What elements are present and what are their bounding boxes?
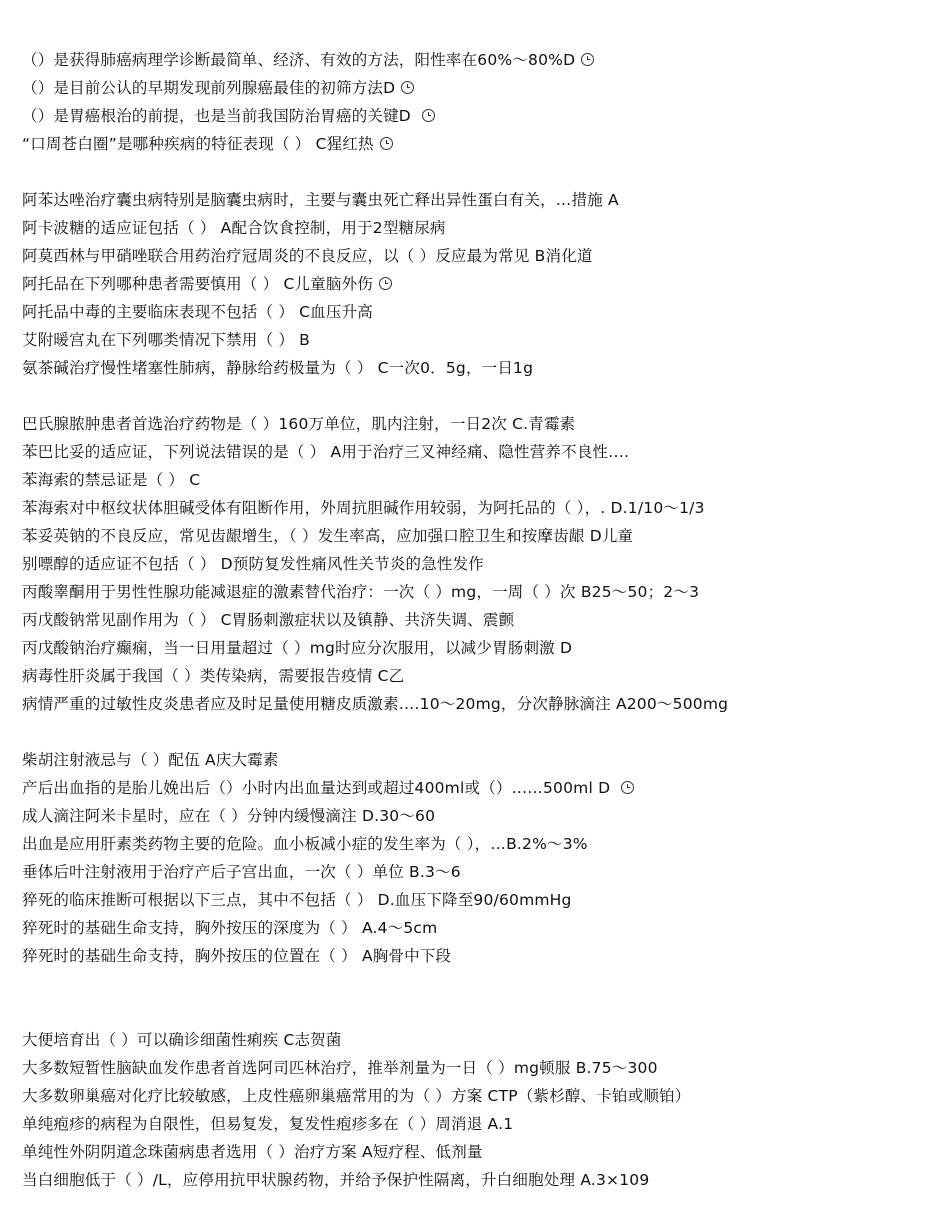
text-line <box>22 410 942 438</box>
clock-icon <box>379 277 392 290</box>
line-text: 产后出血指的是胎儿娩出后（）小时内出血量达到或超过400ml或（）……500ml D <box>22 779 616 797</box>
text-line <box>22 438 942 466</box>
text-line <box>22 774 942 802</box>
clock-icon <box>581 53 594 66</box>
text-line <box>22 746 942 774</box>
text-line <box>22 914 942 942</box>
text-line <box>22 298 942 326</box>
document-page <box>22 46 942 1194</box>
line-text: 病情严重的过敏性皮炎患者应及时足量使用糖皮质激素….10～20mg，分次静脉滴注 A200～500mg <box>22 695 729 713</box>
text-line <box>22 942 942 970</box>
text-line <box>22 1138 942 1166</box>
text-line <box>22 102 942 130</box>
line-text: 阿卡波糖的适应证包括（ ） A配合饮食控制，用于2型糖尿病 <box>22 219 446 237</box>
text-line <box>22 270 942 298</box>
line-text: （）是目前公认的早期发现前列腺癌最佳的初筛方法D <box>22 79 396 97</box>
line-text: “口周苍白圈”是哪种疾病的特征表现（ ） C猩红热 <box>22 135 374 153</box>
text-line <box>22 1054 942 1082</box>
text-line <box>22 466 942 494</box>
line-text: 阿苯达唑治疗囊虫病特别是脑囊虫病时，主要与囊虫死亡释出异性蛋白有关，…措施 A <box>22 191 619 209</box>
line-text: 艾附暖宫丸在下列哪类情况下禁用（ ） B <box>22 331 310 349</box>
text-line <box>22 662 942 690</box>
text-line <box>22 186 942 214</box>
line-text: 丙戊酸钠常见副作用为（ ） C胃肠刺激症状以及镇静、共济失调、震颤 <box>22 611 515 629</box>
line-text: 单纯疱疹的病程为自限性，但易复发，复发性疱疹多在（ ）周消退 A.1 <box>22 1115 514 1133</box>
text-line <box>22 214 942 242</box>
line-text: 苯巴比妥的适应证，下列说法错误的是（ ） A用于治疗三叉神经痛、隐性营养不良性…. <box>22 443 630 461</box>
line-text: 苯海索的禁忌证是（ ） C <box>22 471 201 489</box>
clock-icon <box>422 109 435 122</box>
line-text: 苯海索对中枢纹状体胆碱受体有阻断作用，外周抗胆碱作用较弱，为阿托品的（ ），. D.1/10～1/3 <box>22 499 705 517</box>
text-line <box>22 354 942 382</box>
clock-icon <box>380 137 393 150</box>
spacer <box>22 382 942 410</box>
line-text: 大多数短暂性脑缺血发作患者首选阿司匹林治疗，推举剂量为一日（ ）mg顿服 B.75～300 <box>22 1059 658 1077</box>
clock-icon <box>621 781 634 794</box>
section-group-4 <box>22 746 942 970</box>
line-text: （）是胃癌根治的前提，也是当前我国防治胃癌的关键D <box>22 107 417 125</box>
text-line <box>22 606 942 634</box>
text-line <box>22 1082 942 1110</box>
text-line <box>22 690 942 718</box>
text-line <box>22 522 942 550</box>
line-text: 单纯性外阴阴道念珠菌病患者选用（ ）治疗方案 A短疗程、低剂量 <box>22 1143 483 1161</box>
line-text: 猝死时的基础生命支持，胸外按压的位置在（ ） A胸骨中下段 <box>22 947 452 965</box>
text-line <box>22 634 942 662</box>
line-text: 阿托品中毒的主要临床表现不包括（ ） C血压升高 <box>22 303 373 321</box>
text-line <box>22 886 942 914</box>
spacer <box>22 158 942 186</box>
line-text: 大便培育出（ ）可以确诊细菌性痢疾 C志贺菌 <box>22 1031 342 1049</box>
line-text: 柴胡注射液忌与（ ）配伍 A庆大霉素 <box>22 751 279 769</box>
line-text: 丙酸睾酮用于男性性腺功能减退症的激素替代治疗：一次（ ）mg，一周（ ）次 B25～50；2～3 <box>22 583 700 601</box>
text-line <box>22 1110 942 1138</box>
line-text: 出血是应用肝素类药物主要的危险。血小板减小症的发生率为（ ），…B.2%～3% <box>22 835 588 853</box>
line-text: 当白细胞低于（ ）/L，应停用抗甲状腺药物，并给予保护性隔离，升白细胞处理 A.3×109 <box>22 1171 650 1189</box>
line-text: 别嘌醇的适应证不包括（ ） D预防复发性痛风性关节炎的急性发作 <box>22 555 484 573</box>
section-group-3 <box>22 410 942 718</box>
spacer <box>22 718 942 746</box>
text-line <box>22 326 942 354</box>
text-line <box>22 578 942 606</box>
line-text: 巴氏腺脓肿患者首选治疗药物是（ ）160万单位，肌内注射，一日2次 C.青霉素 <box>22 415 576 433</box>
line-text: 猝死的临床推断可根据以下三点，其中不包括（ ） D.血压下降至90/60mmHg <box>22 891 572 909</box>
line-text: 氨茶碱治疗慢性堵塞性肺病，静脉给药极量为（ ） C一次0．5g，一日1g <box>22 359 534 377</box>
text-line <box>22 858 942 886</box>
line-text: 猝死时的基础生命支持，胸外按压的深度为（ ） A.4～5cm <box>22 919 438 937</box>
text-line <box>22 550 942 578</box>
section-group-2 <box>22 186 942 382</box>
line-text: 成人滴注阿米卡星时，应在（ ）分钟内缓慢滴注 D.30～60 <box>22 807 436 825</box>
line-text: 阿莫西林与甲硝唑联合用药治疗冠周炎的不良反应，以（ ）反应最为常见 B消化道 <box>22 247 593 265</box>
text-line <box>22 130 942 158</box>
line-text: 垂体后叶注射液用于治疗产后子宫出血，一次（ ）单位 B.3～6 <box>22 863 461 881</box>
line-text: 阿托品在下列哪种患者需要慎用（ ） C儿童脑外伤 <box>22 275 373 293</box>
line-text: （）是获得肺癌病理学诊断最简单、经济、有效的方法，阳性率在60%～80%D <box>22 51 576 69</box>
clock-icon <box>401 81 414 94</box>
text-line <box>22 494 942 522</box>
text-line <box>22 1026 942 1054</box>
line-text: 大多数卵巢癌对化疗比较敏感，上皮性癌卵巢癌常用的为（ ）方案 CTP（紫杉醇、卡铂或顺铂） <box>22 1087 691 1105</box>
line-text: 苯妥英钠的不良反应，常见齿龈增生，（ ）发生率高，应加强口腔卫生和按摩齿龈 D儿童 <box>22 527 634 545</box>
text-line <box>22 1166 942 1194</box>
section-group-1 <box>22 46 942 158</box>
text-line <box>22 74 942 102</box>
text-line <box>22 242 942 270</box>
line-text: 丙戊酸钠治疗癫痫，当一日用量超过（ ）mg时应分次服用，以减少胃肠刺激 D <box>22 639 573 657</box>
text-line <box>22 830 942 858</box>
text-line <box>22 802 942 830</box>
section-group-5 <box>22 1026 942 1194</box>
line-text: 病毒性肝炎属于我国（ ）类传染病，需要报告疫情 C乙 <box>22 667 405 685</box>
spacer <box>22 970 942 1026</box>
text-line <box>22 46 942 74</box>
